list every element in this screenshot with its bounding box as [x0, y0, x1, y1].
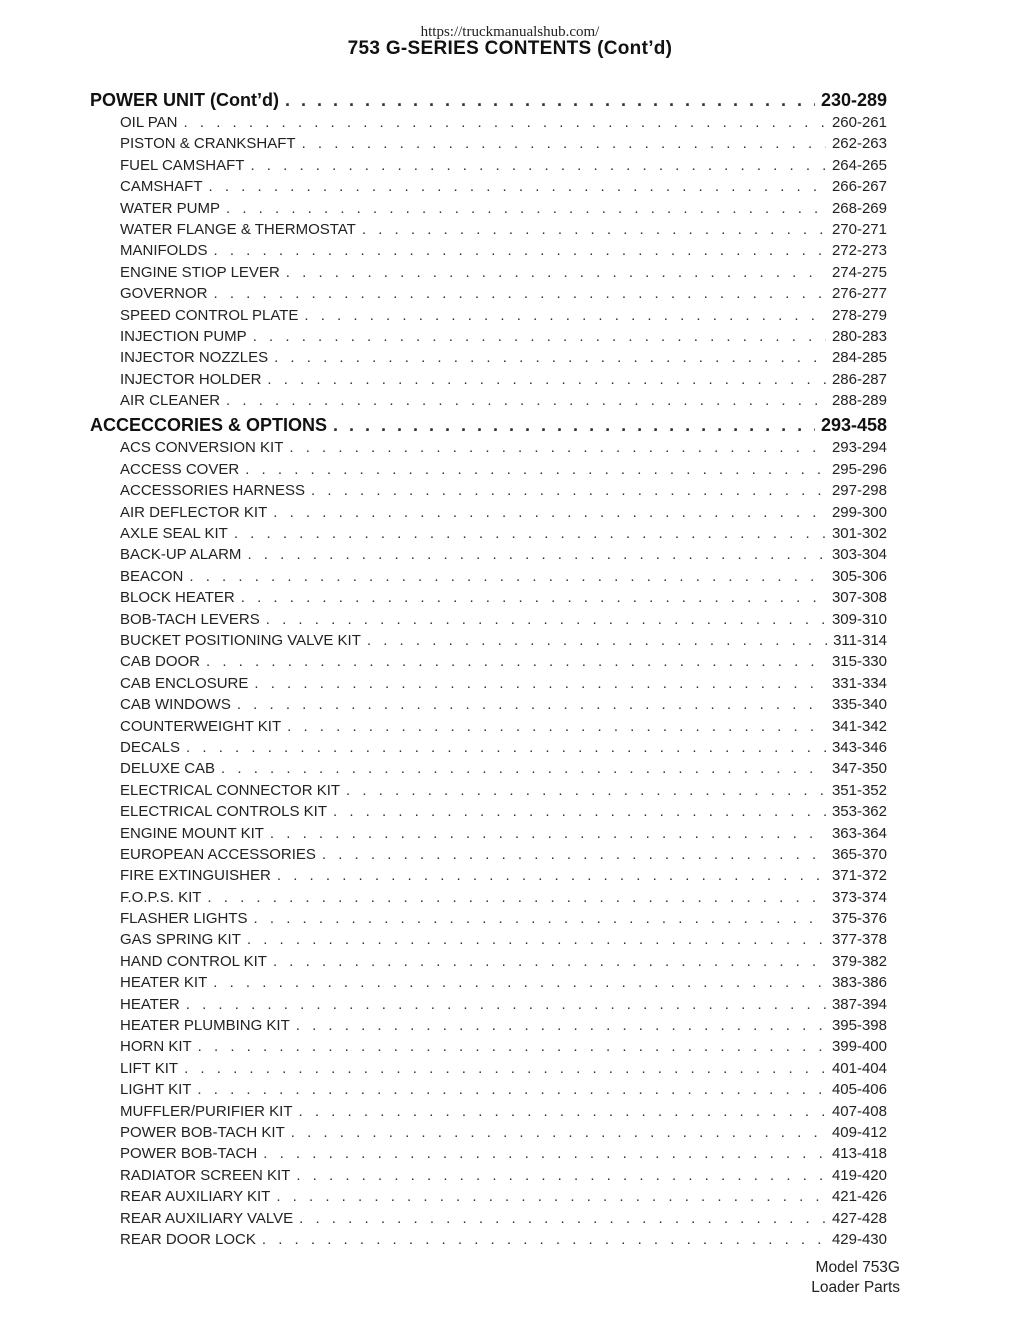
dot-leader: [266, 611, 826, 628]
toc-entry: [90, 846, 887, 867]
toc-entry-label: INJECTOR NOZZLES: [120, 349, 269, 367]
toc-entry-label: BOB-TACH LEVERS: [120, 610, 260, 628]
toc-entry-pages: 309-310: [831, 610, 887, 628]
toc-entry-label: DELUXE CAB: [120, 760, 216, 778]
toc-entry: [90, 953, 887, 974]
toc-entry: [90, 889, 887, 910]
toc-entry: [90, 782, 887, 803]
dot-leader: [213, 974, 826, 991]
dot-leader: [267, 371, 826, 388]
toc-entry: [90, 285, 887, 306]
toc-entry-label: HORN KIT: [120, 1038, 192, 1056]
toc-entry: [90, 461, 887, 482]
toc-entry-pages: 371-372: [831, 867, 887, 885]
toc-entry-pages: 288-289: [831, 392, 887, 410]
dot-leader: [198, 1038, 826, 1055]
section-heading-label: POWER UNIT (Cont’d): [90, 90, 279, 110]
toc-entry-label: F.O.P.S. KIT: [120, 888, 202, 906]
dot-leader: [245, 461, 826, 478]
toc-entry-label: HEATER KIT: [120, 974, 208, 992]
toc-entry: [90, 589, 887, 610]
toc-entry-label: OIL PAN: [120, 114, 178, 131]
toc-entry-label: CAB ENCLOSURE: [120, 674, 249, 692]
dot-leader: [287, 718, 826, 735]
toc-entry-label: CAB DOOR: [120, 653, 201, 671]
toc-entry: [90, 739, 887, 760]
section-page-range: 293-458: [820, 415, 887, 436]
toc-entry-pages: 341-342: [831, 717, 887, 735]
toc-entry-label: INJECTOR HOLDER: [120, 370, 262, 388]
dot-leader: [304, 307, 826, 324]
toc-entry-label: WATER PUMP: [120, 199, 220, 217]
dot-leader: [263, 1145, 826, 1162]
toc-entry-pages: 335-340: [831, 696, 887, 714]
toc-entry-pages: 297-298: [831, 482, 887, 500]
toc-entry-pages: 405-406: [831, 1081, 887, 1099]
dot-leader: [333, 415, 815, 436]
toc-entry-label: LIGHT KIT: [120, 1081, 192, 1099]
toc-entry-pages: 311-314: [833, 631, 887, 649]
toc-entry-label: BUCKET POSITIONING VALVE KIT: [120, 631, 361, 649]
toc-entry: [90, 242, 887, 263]
section-heading-label: ACCECCORIES & OPTIONS: [90, 415, 328, 436]
toc-entry-pages: 315-330: [831, 653, 887, 671]
dot-leader: [247, 931, 826, 948]
toc-entry-label: ELECTRICAL CONNECTOR KIT: [120, 781, 341, 799]
toc-entry: [90, 803, 887, 824]
page-title: 753 G-SERIES CONTENTS (Cont’d): [347, 38, 673, 59]
toc-entry-label: PISTON & CRANKSHAFT: [120, 135, 296, 153]
toc-entry-label: EUROPEAN ACCESSORIES: [120, 845, 316, 863]
dot-leader: [226, 200, 826, 217]
dot-leader: [184, 114, 826, 131]
toc-entry: [90, 1060, 887, 1081]
dot-leader: [299, 1210, 826, 1227]
dot-leader: [296, 1017, 826, 1034]
toc-entry: [90, 675, 887, 696]
dot-leader: [289, 439, 826, 456]
toc-entry-pages: 429-430: [831, 1230, 887, 1248]
toc-entry: [90, 135, 887, 156]
dot-leader: [291, 1124, 826, 1141]
toc-entry: [90, 349, 887, 370]
toc-entry-pages: 286-287: [831, 370, 887, 388]
toc-entry-pages: 278-279: [831, 306, 887, 324]
toc-entry-pages: 407-408: [831, 1102, 887, 1120]
toc-entry: [90, 221, 887, 242]
toc-entry: [90, 568, 887, 589]
toc-entry-pages: 427-428: [831, 1209, 887, 1227]
dot-leader: [189, 568, 826, 585]
toc-entry: [90, 867, 887, 888]
toc-entry-label: REAR DOOR LOCK: [120, 1230, 256, 1248]
toc-entry-label: HEATER: [120, 995, 180, 1013]
toc-entry-label: FIRE EXTINGUISHER: [120, 867, 271, 885]
toc-entry: [90, 1145, 887, 1166]
toc-entry-pages: 307-308: [831, 589, 887, 607]
toc-entry-label: AIR DEFLECTOR KIT: [120, 503, 268, 521]
toc-entry-pages: 343-346: [831, 738, 887, 756]
toc-entry-pages: 293-294: [831, 439, 887, 457]
dot-leader: [254, 910, 826, 927]
toc-entry-pages: 301-302: [831, 525, 887, 543]
toc-entry-label: FUEL CAMSHAFT: [120, 156, 245, 174]
toc-entry-pages: 387-394: [831, 995, 887, 1013]
dot-leader: [184, 1060, 826, 1077]
toc-entry: [90, 931, 887, 952]
dot-leader: [285, 90, 815, 111]
toc-entry-label: REAR AUXILIARY VALVE: [120, 1209, 294, 1227]
toc-entry: [90, 1231, 887, 1252]
toc-entry-label: BLOCK HEATER: [120, 589, 235, 607]
toc-entry-label: MUFFLER/PURIFIER KIT: [120, 1102, 293, 1120]
toc-entry-pages: 421-426: [831, 1188, 887, 1206]
toc-entry-label: ELECTRICAL CONTROLS KIT: [120, 803, 327, 821]
table-of-contents: [90, 88, 887, 1252]
toc-entry-label: ACCESSORIES HARNESS: [120, 482, 306, 500]
dot-leader: [299, 1103, 826, 1120]
toc-entry-label: COUNTERWEIGHT KIT: [120, 717, 282, 735]
dot-leader: [322, 846, 826, 863]
dot-leader: [237, 696, 826, 713]
toc-entry: [90, 996, 887, 1017]
toc-entry-label: BEACON: [120, 567, 184, 585]
dot-leader: [367, 632, 827, 649]
toc-entry-pages: 284-285: [831, 349, 887, 367]
toc-entry-pages: 303-304: [831, 546, 887, 564]
toc-entry-label: DECALS: [120, 738, 181, 756]
toc-entry-label: BACK-UP ALARM: [120, 546, 242, 564]
toc-entry-pages: 295-296: [831, 460, 887, 478]
dot-leader: [247, 546, 826, 563]
dot-leader: [302, 135, 826, 152]
toc-entry-label: INJECTION PUMP: [120, 327, 247, 345]
toc-entry: [90, 200, 887, 221]
toc-entry: [90, 1167, 887, 1188]
toc-entry-pages: 276-277: [831, 285, 887, 303]
toc-entry-pages: 419-420: [831, 1166, 887, 1184]
dot-leader: [197, 1081, 826, 1098]
toc-entry: [90, 1038, 887, 1059]
toc-entry: [90, 718, 887, 739]
toc-entry: [90, 307, 887, 328]
section-heading: [90, 90, 887, 114]
toc-entry: [90, 825, 887, 846]
dot-leader: [333, 803, 826, 820]
dot-leader: [221, 760, 826, 777]
toc-entry-pages: 268-269: [831, 199, 887, 217]
dot-leader: [207, 889, 826, 906]
toc-entry-label: GOVERNOR: [120, 285, 208, 303]
section-heading: [90, 415, 887, 439]
toc-entry-pages: 375-376: [831, 910, 887, 928]
footer-subtitle: Loader Parts: [811, 1279, 900, 1296]
toc-entry: [90, 328, 887, 349]
toc-entry-pages: 379-382: [831, 952, 887, 970]
toc-entry-label: WATER FLANGE & THERMOSTAT: [120, 220, 356, 238]
toc-entry: [90, 696, 887, 717]
toc-entry-pages: 280-283: [831, 327, 887, 345]
toc-entry-label: ENGINE MOUNT KIT: [120, 824, 264, 842]
toc-entry-label: HAND CONTROL KIT: [120, 952, 267, 970]
dot-leader: [296, 1167, 826, 1184]
toc-entry: [90, 371, 887, 392]
toc-entry-pages: 395-398: [831, 1017, 887, 1035]
dot-leader: [254, 675, 826, 692]
dot-leader: [311, 482, 826, 499]
dot-leader: [277, 867, 826, 884]
toc-entry: [90, 504, 887, 525]
toc-entry-label: CAB WINDOWS: [120, 696, 231, 714]
page-footer: [811, 1258, 900, 1298]
toc-entry-pages: 401-404: [831, 1059, 887, 1077]
toc-entry-pages: 272-273: [831, 242, 887, 260]
dot-leader: [276, 1188, 826, 1205]
toc-entry: [90, 114, 887, 135]
toc-entry-label: AIR CLEANER: [120, 392, 221, 410]
toc-entry-pages: 331-334: [831, 674, 887, 692]
toc-entry-pages: 351-352: [831, 781, 887, 799]
toc-entry-label: ACS CONVERSION KIT: [120, 439, 284, 457]
dot-leader: [346, 782, 826, 799]
toc-entry-label: AXLE SEAL KIT: [120, 525, 228, 543]
toc-entry-label: ACCESS COVER: [120, 460, 240, 478]
footer-model: Model 753G: [815, 1259, 900, 1276]
toc-entry: [90, 1188, 887, 1209]
toc-entry-pages: 274-275: [831, 263, 887, 281]
toc-entry-pages: 270-271: [831, 220, 887, 238]
toc-entry-label: SPEED CONTROL PLATE: [120, 306, 299, 324]
toc-entry-pages: 365-370: [831, 845, 887, 863]
toc-entry-pages: 409-412: [831, 1123, 887, 1141]
toc-entry-pages: 399-400: [831, 1038, 887, 1056]
toc-entry: [90, 264, 887, 285]
toc-entry: [90, 1124, 887, 1145]
toc-entry-label: GAS SPRING KIT: [120, 931, 241, 949]
toc-entry: [90, 525, 887, 546]
toc-entry-pages: 260-261: [831, 114, 887, 131]
toc-entry-label: CAMSHAFT: [120, 178, 203, 196]
toc-entry: [90, 910, 887, 931]
toc-entry-pages: 299-300: [831, 503, 887, 521]
dot-leader: [226, 392, 826, 409]
toc-entry-pages: 353-362: [831, 803, 887, 821]
toc-entry-pages: 266-267: [831, 178, 887, 196]
dot-leader: [209, 178, 826, 195]
toc-entry: [90, 1017, 887, 1038]
dot-leader: [214, 242, 826, 259]
toc-entry-pages: 373-374: [831, 888, 887, 906]
toc-entry-label: FLASHER LIGHTS: [120, 910, 248, 928]
toc-entry-pages: 383-386: [831, 974, 887, 992]
dot-leader: [241, 589, 826, 606]
dot-leader: [273, 504, 826, 521]
toc-entry: [90, 392, 887, 413]
dot-leader: [274, 349, 826, 366]
toc-entry-label: POWER BOB-TACH KIT: [120, 1123, 285, 1141]
dot-leader: [286, 264, 826, 281]
toc-entry-label: LIFT KIT: [120, 1059, 179, 1077]
dot-leader: [253, 328, 826, 345]
toc-entry: [90, 632, 887, 653]
toc-entry-label: ENGINE STIOP LEVER: [120, 263, 280, 281]
toc-entry-pages: 413-418: [831, 1145, 887, 1163]
toc-entry: [90, 760, 887, 781]
toc-entry: [90, 653, 887, 674]
dot-leader: [234, 525, 826, 542]
toc-entry-label: HEATER PLUMBING KIT: [120, 1017, 290, 1035]
toc-entry: [90, 482, 887, 503]
toc-entry: [90, 974, 887, 995]
toc-entry-label: MANIFOLDS: [120, 242, 208, 260]
toc-entry-label: RADIATOR SCREEN KIT: [120, 1166, 291, 1184]
toc-entry: [90, 1081, 887, 1102]
toc-entry-pages: 347-350: [831, 760, 887, 778]
dot-leader: [273, 953, 826, 970]
toc-entry: [90, 178, 887, 199]
watermark-url: https://truckmanualshub.com/: [420, 24, 600, 40]
toc-entry: [90, 439, 887, 460]
toc-entry: [90, 546, 887, 567]
toc-entry-pages: 305-306: [831, 567, 887, 585]
dot-leader: [262, 1231, 826, 1248]
toc-entry-label: REAR AUXILIARY KIT: [120, 1188, 271, 1206]
toc-entry-pages: 262-263: [831, 135, 887, 153]
dot-leader: [250, 157, 825, 174]
dot-leader: [362, 221, 826, 238]
toc-entry-pages: 363-364: [831, 824, 887, 842]
toc-entry: [90, 1103, 887, 1124]
dot-leader: [270, 825, 826, 842]
dot-leader: [186, 739, 826, 756]
toc-entry-pages: 264-265: [831, 156, 887, 174]
toc-entry: [90, 611, 887, 632]
toc-entry: [90, 157, 887, 178]
toc-entry: [90, 1210, 887, 1231]
section-page-range: 230-289: [820, 90, 887, 110]
dot-leader: [214, 285, 826, 302]
toc-entry-pages: 377-378: [831, 931, 887, 949]
dot-leader: [206, 653, 826, 670]
dot-leader: [186, 996, 826, 1013]
toc-entry-label: POWER BOB-TACH: [120, 1145, 258, 1163]
